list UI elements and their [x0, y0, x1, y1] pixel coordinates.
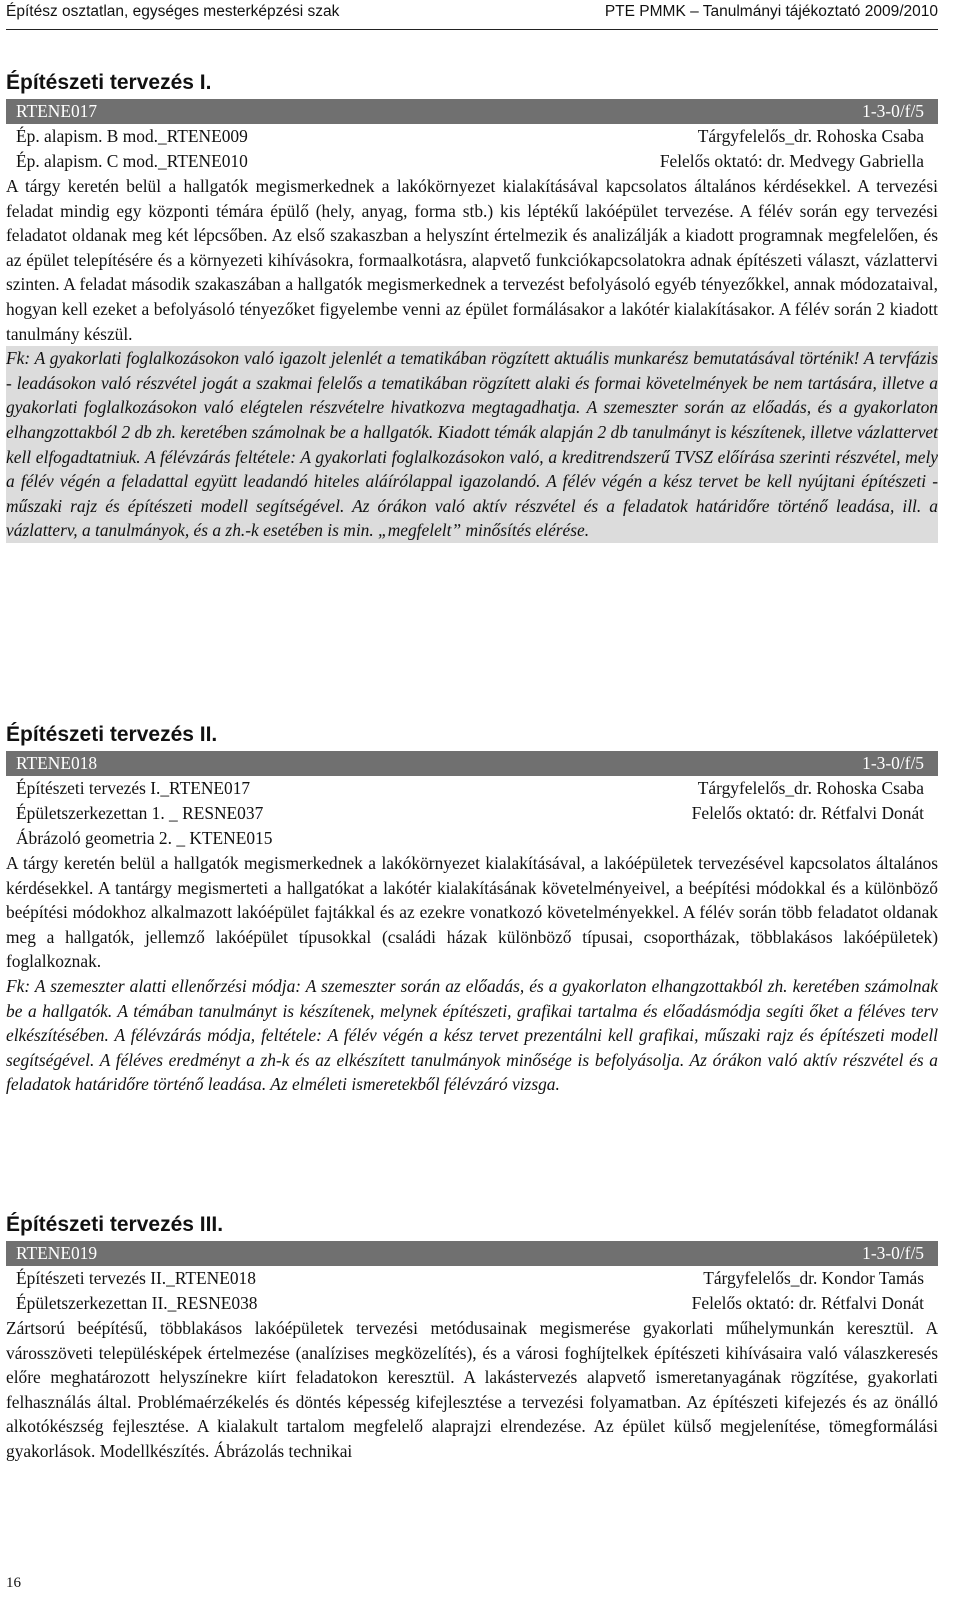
course-meta-row — [6, 776, 938, 801]
course-meta-row — [6, 149, 938, 174]
course-description: A tárgy keretén belül a hallgatók megismerkednek a lakókörnyezet kialakításával kapcsolatos általános kérdésekkel. A tervezési feladat mindig egy központi témára épülő (hely, anyag, forma stb.) kis léptékű lakóépület tervezése. A félév során egy tervezési feladatot oldanak meg két lépcsőben. Az első szakaszban a helyszínt értelmezik és analizálják a kiadott programnak megfelelően, és az épület telepítésére és a környezeti kihívásokra, formaalkotásra, alapvető funkciókapcsolatokra adnak építészeti választ, vázlattervi szinten. A feladat második szakaszában a hallgatók megismerkednek a tervezést befolyásoló egyéb tényezőkkel, annak módozataival, hogyan kell ezeket a befolyásoló tényezőket figyelembe venni az épület formálásakor a lakótér kialakításakor. A félév során 2 kiadott tanulmány készül. — [6, 176, 938, 344]
prerequisite: Ép. alapism. C mod._RTENE010 — [16, 151, 248, 171]
prerequisite: Épületszerkezettan 1. _ RESNE037 — [16, 803, 264, 823]
responsible: Felelős oktató: dr. Medvegy Gabriella — [659, 151, 924, 171]
course-credits: 1-3-0/f/5 — [862, 101, 924, 121]
running-header — [6, 0, 938, 30]
course-code-bar — [6, 1241, 938, 1266]
course-section — [6, 722, 938, 1097]
prerequisite: Ábrázoló geometria 2. _ KTENE015 — [16, 828, 273, 848]
course-meta-row — [6, 801, 938, 826]
responsible: Tárgyfelelős_dr. Rohoska Csaba — [697, 778, 924, 798]
course-code-bar — [6, 99, 938, 124]
course-credits: 1-3-0/f/5 — [862, 753, 924, 773]
course-requirements: Fk: A gyakorlati foglalkozásokon való igazolt jelenlét a tematikában rögzített aktuális munkarész bemutatásával történik! A tervfázis - leadásokon való részvétel jogát a szakmai felelős a tematikában rögzített alaki és formai követelmények be nem tartására, illetve a gyakorlati foglalkozásokon való elégtelen részvételre hivatkozva megtagadhatja. A szemeszter során az előadás, és a gyakorlaton elhangzottakból 2 db zh. keretében számolnak be a hallgatók. Kiadott témák alapján 2 db tanulmányt is készítenek, illetve vázlattervet kell elfogadtatniuk. A félévzárás feltétele: A gyakorlati foglalkozásokon való, a kreditrendszerű TVSZ előírása szerinti részvétel, mely a félév végén a feladattal együtt leadandó hiteles aláírólappal igazolandó. A félév végén a kész tervet be kell nyújtani építészeti - műszaki rajz és építészeti modell segítségével. Az órákon való aktív részvétel és a feladatok határidőre történő leadása, ill. a vázlatterv, a tanulmányok, és a zh.-k esetében is min. „megfelelt” minősítés elérése. — [6, 346, 938, 543]
responsible: Felelős oktató: dr. Rétfalvi Donát — [691, 1293, 924, 1313]
header-left: Építész osztatlan, egységes mesterképzési szak — [6, 3, 340, 20]
course-requirements: Fk: A szemeszter alatti ellenőrzési módja: A szemeszter során az előadás, és a gyakorlaton elhangzottakból zh. keretében számolnak be a hallgatók. A témában tanulmányt is készítenek, melynek építészeti, grafikai tartalma és előadásmódja segíti őket a féléves terv elkészítésében. A félévzárás módja, feltétele: A félév végén a kész tervet prezentálni kell grafikai, műszaki rajz és építészeti modell segítségével. A féléves eredményt a zh-k és az elkészített tanulmányok minősége is befolyásolja. Az órákon való aktív részvétel és a feladatok határidőre történő leadása. Az elméleti ismeretekből félévzáró vizsga. — [6, 975, 938, 1095]
course-meta-row — [6, 1266, 938, 1291]
responsible: Tárgyfelelős_dr. Kondor Tamás — [703, 1268, 924, 1288]
course-section — [6, 1212, 938, 1464]
course-meta-row — [6, 826, 938, 851]
course-section — [6, 70, 938, 543]
course-title: Építészeti tervezés II. — [6, 723, 218, 746]
responsible: Felelős oktató: dr. Rétfalvi Donát — [691, 803, 924, 823]
responsible: Tárgyfelelős_dr. Rohoska Csaba — [697, 126, 924, 146]
prerequisite: Építészeti tervezés II._RTENE018 — [16, 1268, 256, 1288]
course-code: RTENE017 — [16, 101, 98, 121]
prerequisite: Ép. alapism. B mod._RTENE009 — [16, 126, 248, 146]
course-title: Építészeti tervezés III. — [6, 1213, 224, 1236]
prerequisite: Épületszerkezettan II._RESNE038 — [16, 1293, 258, 1313]
course-credits: 1-3-0/f/5 — [862, 1243, 924, 1263]
course-code: RTENE018 — [16, 753, 98, 773]
course-meta-row — [6, 124, 938, 149]
prerequisite: Építészeti tervezés I._RTENE017 — [16, 778, 251, 798]
course-code: RTENE019 — [16, 1243, 98, 1263]
course-meta-row — [6, 1291, 938, 1316]
course-code-bar — [6, 751, 938, 776]
course-description: Zártsorú beépítésű, többlakásos lakóépületek tervezési metódusainak megismerése gyakorlati műhelymunkán keresztül. A városszöveti településképek értelmezése (analízises megközelítés), és a városi foghíjtelkek építészeti kihívásaira való válaszkeresés előre meghatározott helyszínekre kiírt feladatokon keresztül. A lakástervezés alapvető ismeretanyagának rögzítése, gyakorlati felhasználás által. Problémaérzékelés és döntés képesség kifejlesztése a tervezési folyamatban. Az építészeti kifejezés és az önálló alkotókészség fejlesztése. A kialakult tartalom megfelelő alaprajzi elrendezése. Az épület külső megjelenítése, tömegformálási gyakorlások. Modellkészítés. Ábrázolás technikai — [6, 1318, 938, 1461]
course-title: Építészeti tervezés I. — [6, 71, 212, 94]
course-description: A tárgy keretén belül a hallgatók megismerkednek a lakókörnyezet kialakításával, a lakóépületek tervezésével kapcsolatos általános kérdésekkel. A tantárgy megismerteti a hallgatókat a lakótér kialakításának követelményeivel, a beépítési módokkal és a különböző beépítési módokhoz alkalmazott lakóépület fajtákkal és az ezekre vonatkozó követelményekkel. A félév során több feladatot oldanak meg a hallgatók, jellemző lakóépület típusokkal (családi házak különböző típusai, csoportházak, többlakásos lakóépületek) foglalkoznak. — [6, 853, 938, 972]
page-number: 16 — [6, 1575, 21, 1591]
header-right: PTE PMMK – Tanulmányi tájékoztató 2009/2010 — [604, 3, 938, 20]
